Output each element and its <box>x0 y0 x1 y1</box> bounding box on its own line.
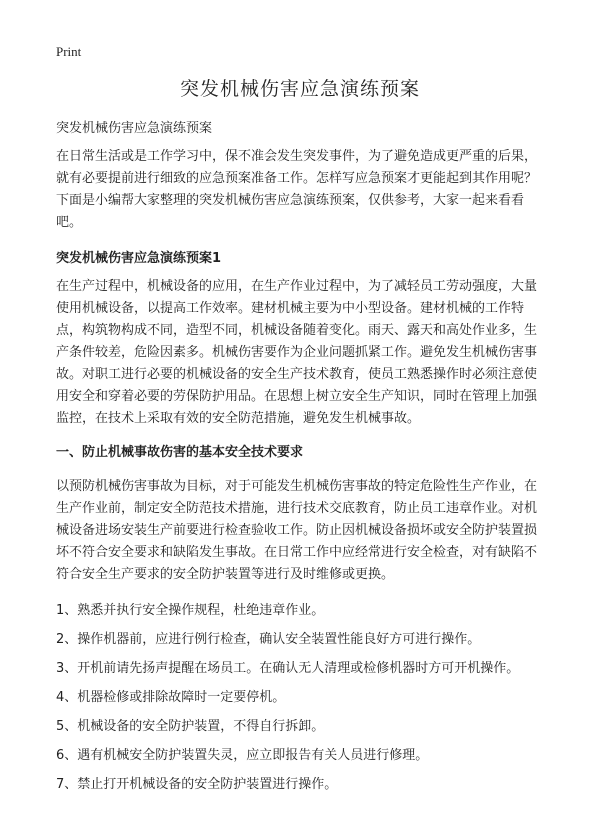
list-item: 5、机械设备的安全防护装置，不得自行拆卸。 <box>56 719 325 734</box>
subsection-paragraph: 以预防机械伤害事故为目标，对于可能发生机械伤害事故的特定危险性生产作业，在生产作业前，制定安全防范技术措施，进行技术交底教育，防止员工违章作业。对机械设备进场安装生产前要进行检查验收工作。防止因机械设备损坏或安全防护装置损坏不符合安全要求和缺陷发生事故。在日常工作中应经常进行安全检查，对有缺陷不符合安全生产要求的安全防护装置等进行及时维修或更换。 <box>56 479 538 582</box>
page-title: 突发机械伤害应急演练预案 <box>179 78 420 100</box>
document-body <box>56 118 548 803</box>
list-item: 2、操作机器前，应进行例行检查，确认安全装置性能良好方可进行操作。 <box>56 632 481 647</box>
section-paragraph: 在生产过程中，机械设备的应用，在生产作业过程中，为了减轻员工劳动强度，大量使用机械设备，以提高工作效率。建材机械主要为中小型设备。建材机械的工作特点，构筑物构成不同，造型不同，机械设备随着变化。雨天、露天和高处作业多，生产条件较差，危险因素多。机械伤害要作为企业问题抓紧工作。避免发生机械伤害事故。对职工进行必要的机械设备的安全生产技术教育，使员工熟悉操作时必须注意使用安全和穿着必要的劳保防护用品。在思想上树立安全生产知识，同时在管理上加强监控，在技术上采取有效的安全防范措施，避免发生机械事故。 <box>56 279 538 426</box>
section-heading: 突发机械伤害应急演练预案1 <box>56 251 222 266</box>
list-item: 1、熟悉并执行安全操作规程，杜绝违章作业。 <box>56 603 325 618</box>
intro-paragraph: 在日常生活或是工作学习中，保不准会发生突发事件，为了避免造成更严重的后果，就有必要提前进行细致的应急预案准备工作。怎样写应急预案才更能起到其作用呢？下面是小编帮大家整理的突发机械伤害应急演练预案，仅供参考，大家一起来看看吧。 <box>56 149 538 230</box>
list-item: 7、禁止打开机械设备的安全防护装置进行操作。 <box>56 777 338 792</box>
list-item: 4、机器检修或排除故障时一定要停机。 <box>56 690 286 705</box>
list-item: 3、开机前请先扬声提醒在场员工。在确认无人清理或检修机器时方可开机操作。 <box>56 661 520 676</box>
print-link[interactable]: Print <box>56 44 82 59</box>
list-item: 6、遇有机械安全防护装置失灵，应立即报告有关人员进行修理。 <box>56 748 429 763</box>
subsection-heading: 一、防止机械事故伤害的基本安全技术要求 <box>56 445 304 460</box>
document-subtitle: 突发机械伤害应急演练预案 <box>56 121 213 136</box>
